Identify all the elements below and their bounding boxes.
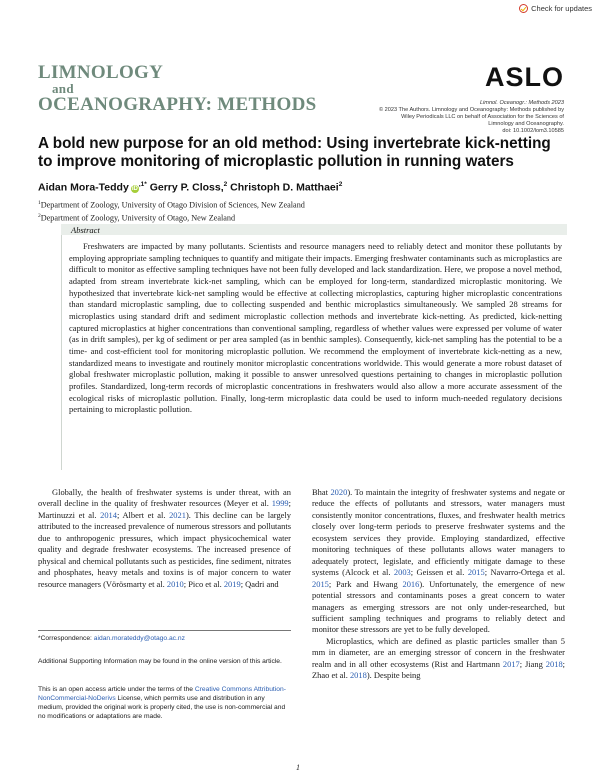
copyright-line-2: Wiley Periodicals LLC on behalf of Association for the Sciences of (401, 114, 564, 120)
text-run: ). To maintain the integrity of freshwater systems and negate or reduce the effects of pollutants and stressors, water managers must consistently monitor concentrations, fluxes, and freshwater health metrics closely over long-term periods to preserve freshwater systems and the ecosystem services they provide. Employing standardized, effective monitoring techniques of these pollutants allows water managers to adequately protect, legislate, and efficiently mitigate damage to these systems (Alcock et al. (312, 487, 565, 578)
journal-line-2: and (52, 81, 74, 96)
journal-name (38, 63, 316, 114)
text-run: ; Jiang (519, 658, 546, 669)
abstract-body: Freshwaters are impacted by many pollutants. Scientists and resource managers need to reliably detect and monitor these pollutants by employing appropriate sampling techniques to quantify and mitigate their impacts. Emerging freshwater contaminants such as microplastics are difficult to monitor as effective sampling techniques have not been fully developed and lack standardization. Here, we propose a novel method, adapted from stream invertebrate kick-net sampling, which can be employed for long-term, standardized microplastic monitoring. We hypothesized that invertebrate kick-net sampling would be effective at collecting microplastics, capturing higher microplastic concentrations than standard microplastic sampling, due to collecting suspended and benthic microplastics simultaneously. We sampled 28 streams for microplastics using standard drift and sediment microplastic collection methods and invertebrate kick-netting. As predicted, kick-netting captured microplastics at higher concentrations than conventional sampling, regardless of whether values were expressed per volume of water (as in drift samples), per kg of sediment or per area sampled (as in benthic samples). Consequently, kick-net sampling has the potential to be a time- and cost-efficient tool for monitoring microplastic pollution. We recommend the employment of invertebrate kick-netting as a new, standardized means to investigate and routinely monitor microplastic concentrations worldwide. This would generate a more robust dataset of global freshwater microplastic pollution, making it possible to answer unresolved questions pertaining to changes in microplastic pollution profiles. Standardized, long-term records of microplastic concentrations in freshwaters would also allow a more accurate assessment of the ecological risks of microplastic pollution. Finally, long-term microplastic data could be used to inform much-needed regulatory decisions pertaining to microplastic pollution. (69, 241, 562, 415)
text-run: ; Geissen et al. (410, 567, 468, 578)
text-run: ; Albert et al. (116, 509, 170, 520)
body-column-left (38, 487, 291, 590)
article-metadata (354, 100, 564, 135)
check-updates-label: Check for updates (531, 4, 592, 13)
affiliation-2-text: Department of Zoology, University of Otago, New Zealand (40, 213, 236, 223)
citation-link[interactable]: 2021 (169, 509, 186, 520)
affiliation-1-num: 1 (38, 200, 41, 206)
author-3-affil: 2 (338, 181, 343, 188)
citation-link[interactable]: 2016 (402, 578, 420, 589)
copyright-line-1: © 2023 The Authors. Limnology and Oceanography: Methods published by (378, 107, 564, 113)
open-access-footnote (38, 685, 291, 721)
affiliation-2 (38, 211, 305, 224)
correspondence-label: *Correspondence: (38, 635, 94, 642)
text-run: ; Martinuzzi et al. (38, 498, 291, 520)
text-run: ). Unfortunately, the emergence of new potential stressors and contaminants poses a great concern to water managers as emerging stressors are not only under-researched, but sufficient sampling techniques and programs to reliably detect and monitor these stressors are yet to be fully developed. (312, 578, 565, 635)
citation-link[interactable]: 2003 (393, 567, 411, 578)
affiliation-1 (38, 198, 305, 211)
aslo-logo-text: ASLO (484, 62, 564, 92)
check-for-updates-badge[interactable] (519, 4, 592, 13)
text-run: ). This decline can be largely attributed to the increased prevalence of numerous stressors and pollutants due to anthropogenic pressures, which impact physicochemical water quality and degrade freshwater ecosystems. The increased presence of physical and chemical pollutants such as pesticides, fine sediment, nitrates and phosphates, heavy metals and toxins is of major concern to water resource managers (Vörösmarty et al. (38, 509, 291, 589)
paragraph (312, 487, 565, 636)
text-run: Bhat (312, 487, 331, 497)
author-2-affil: 2 (223, 181, 228, 188)
email-link[interactable]: aidan.morateddy@otago.ac.nz (93, 635, 185, 642)
journal-line-3: OCEANOGRAPHY: METHODS (38, 94, 317, 115)
author-list (38, 181, 342, 194)
author-3[interactable]: Christoph D. Matthaei (230, 181, 339, 194)
supporting-info-footnote: Additional Supporting Information may be found in the online version of this article. (38, 658, 282, 665)
text-run: ; Qadri and (240, 578, 279, 589)
author-2[interactable]: Gerry P. Closs, (149, 181, 224, 194)
citation-link[interactable]: 2010 (166, 578, 184, 589)
affiliations (38, 198, 305, 223)
citation-link[interactable]: 2018 (545, 658, 563, 669)
text-run: ; Navarro-Ortega et al. (484, 567, 565, 578)
citation-link[interactable]: 2017 (502, 658, 520, 669)
author-1[interactable]: Aidan Mora-Teddy (38, 181, 129, 194)
text-run: ; Park and Hwang (328, 578, 403, 589)
citation-link[interactable]: 2019 (223, 578, 241, 589)
citation-link[interactable]: 1999 (271, 498, 289, 509)
abstract-header-bar (61, 224, 567, 235)
citation: Limnol. Oceanogr.: Methods 2023 (479, 100, 564, 106)
body-column-right (312, 487, 565, 682)
doi[interactable]: doi: 10.1002/lom3.10585 (502, 128, 564, 134)
text-run: This is an open access article under the terms of the (38, 686, 195, 693)
orcid-icon[interactable]: iD (131, 185, 138, 192)
citation-link[interactable]: 2014 (100, 509, 117, 520)
correspondence-footnote (38, 634, 291, 643)
copyright-line-3: Limnology and Oceanography. (488, 121, 564, 127)
footnote-divider (38, 630, 291, 631)
article-title: A bold new purpose for an old method: Using invertebrate kick-netting to improve monitoring of microplastic pollution in running waters (38, 135, 551, 170)
affiliation-1-text: Department of Zoology, University of Otago Division of Sciences, New Zealand (40, 200, 305, 210)
text-run: License, which permits use and distribution in any medium, provided the original work is properly cited, the use is non-commercial and no modifications or adaptations are made. (38, 695, 286, 720)
affiliation-2-num: 2 (38, 212, 41, 219)
text-run: Microplastics, which are defined as plastic particles smaller than 5 mm in diameter, are an emerging stressor of concern in the freshwater realm and in all other ecosystems (Rist and Hartmann (312, 635, 565, 669)
citation-link[interactable]: 2015 (312, 578, 329, 589)
text-run: Globally, the health of freshwater systems is under threat, with an overall decline in the quality of freshwater resources (Meyer et al. (38, 487, 291, 509)
page-number: 1 (296, 763, 300, 772)
text-run: ). Despite being (366, 670, 421, 681)
citation-link[interactable]: 2015 (467, 567, 485, 578)
citation-link[interactable]: 2018 (349, 670, 367, 681)
author-1-affil: ,1* (138, 181, 147, 188)
paragraph (312, 636, 565, 682)
text-run: ; Zhao et al. (312, 658, 566, 681)
journal-line-1: LIMNOLOGY (38, 62, 164, 83)
check-updates-icon (519, 4, 528, 13)
citation-link[interactable]: 2020 (330, 487, 348, 497)
aslo-logo (485, 64, 564, 91)
abstract-text (69, 241, 562, 416)
abstract-heading: Abstract (71, 225, 100, 235)
license-link[interactable]: Creative Commons Attribution-NonCommercial-NoDerivs (38, 686, 286, 702)
text-run: ; Pico et al. (183, 578, 224, 589)
